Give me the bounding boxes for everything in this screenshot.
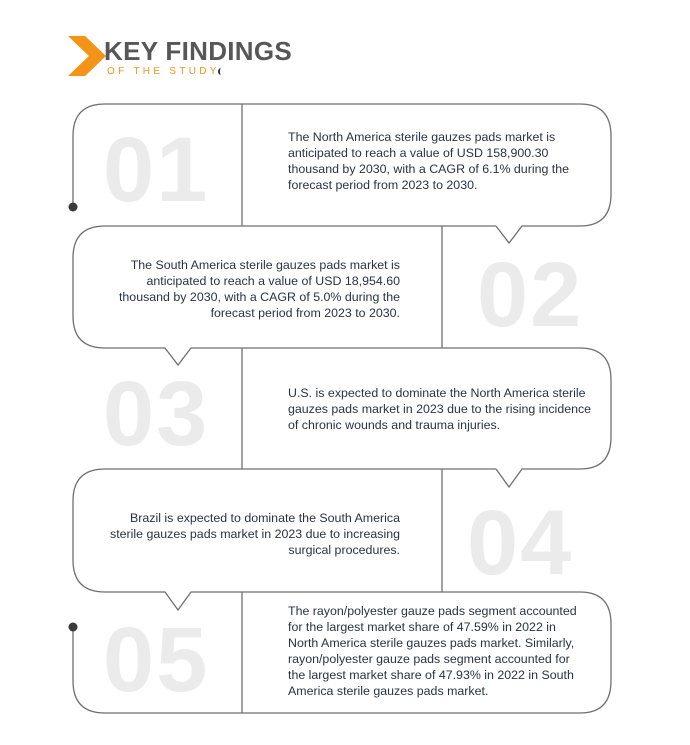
finding-number-2: 02 xyxy=(477,244,584,346)
finding-number-1: 01 xyxy=(103,119,210,221)
finding-number-3: 03 xyxy=(103,363,210,465)
finding-text-4: Brazil is expected to dominate the South America sterile gauzes pads market in 2023 due to increasing surgical procedures. xyxy=(110,511,400,557)
page-title: KEY FINDINGS xyxy=(104,36,293,66)
finding-text-3: U.S. is expected to dominate the North America sterile gauzes pads market in 2023 due to the rising incidence of chronic wounds and trauma injuries. xyxy=(288,386,592,432)
finding-number-4: 04 xyxy=(467,492,574,594)
timeline-start-dot xyxy=(69,203,78,212)
finding-text-1: The North America sterile gauzes pads market is anticipated to reach a value of USD 158,900.30 thousand by 2030, with a CAGR of 6.1% during the forecast period from 2023 to 2030. xyxy=(288,130,570,192)
finding-text-5: The rayon/polyester gauze pads segment accounted for the largest market share of 47.59% in 2022 in North America sterile gauzes pads market. Similarly, rayon/polyester gauze pads segment accounted for the largest market share of 47.93% in 2022 in South America sterile gauzes pads market. xyxy=(288,604,577,698)
finding-number-5: 05 xyxy=(103,609,210,711)
subtitle-text: OF THE STUDY xyxy=(107,66,220,77)
finding-text-2: The South America sterile gauzes pads market is anticipated to reach a value of USD 18,954.60 thousand by 2030, with a CAGR of 5.0% during the forecast period from 2023 to 2030. xyxy=(118,258,400,320)
timeline-end-dot xyxy=(69,623,78,632)
